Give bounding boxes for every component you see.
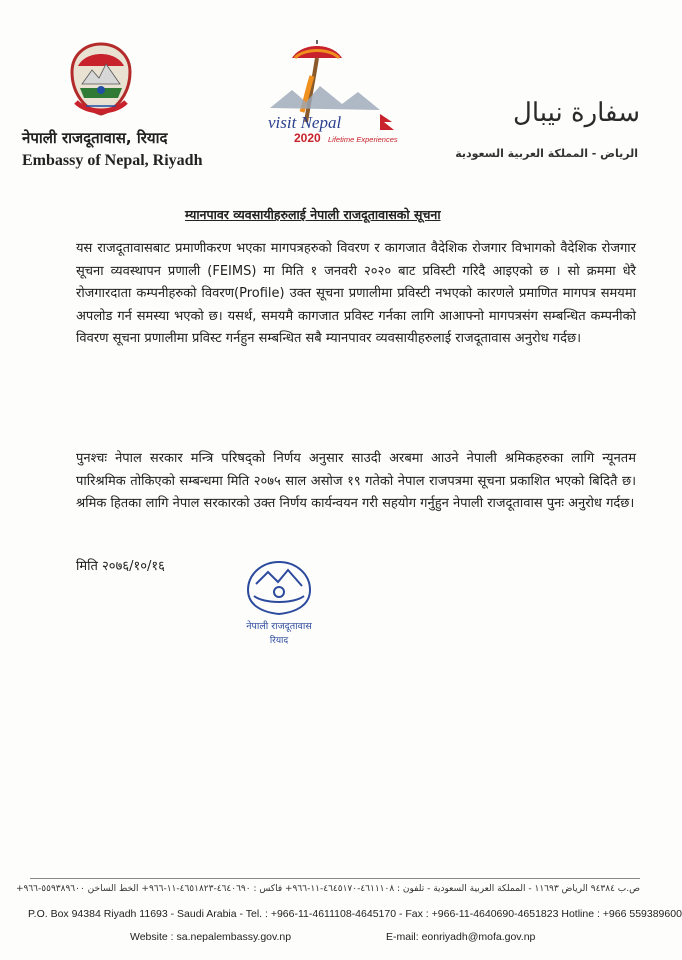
notice-paragraph-2: पुनश्चः नेपाल सरकार मन्त्रि परिषद्को निर्णय अनुसार साउदी अरबमा आउने नेपाली श्रमिकहरुका लागि न्यूनतम पारिश्रमिक तोकिएको सम्बन्धमा मिति २०७५ साल असोज १९ गतेको नेपाल राजपत्रमा सूचना प्रकाशित भएको बिदितै छ। श्रमिक हितका लागि नेपाल सरकारको उक्त निर्णय कार्यन्वयन गरी सहयोग गर्नुहुन नेपाली राजदूतावास पुनः अनुरोध गर्दछ। bbox=[76, 451, 636, 511]
logo-brand-text: visit Nepal bbox=[268, 113, 342, 132]
visit-nepal-2020-logo bbox=[262, 36, 412, 156]
embassy-stamp-icon bbox=[234, 556, 324, 648]
org-location-arabic: الرياض - المملكة العربية السعودية bbox=[455, 147, 638, 160]
logo-year: 2020 bbox=[294, 131, 321, 145]
footer-divider bbox=[30, 878, 640, 879]
org-name-nepali: नेपाली राजदूतावास, रियाद bbox=[22, 129, 168, 147]
stamp-text-line-2: रियाद bbox=[269, 636, 289, 646]
notice-title: म्यानपावर व्यवसायीहरुलाई नेपाली राजदूतावासको सूचना bbox=[185, 207, 441, 222]
notice-date: मिति २०७६/१०/१६ bbox=[76, 559, 165, 574]
nepal-emblem-icon bbox=[66, 40, 136, 120]
umbrella-icon bbox=[292, 40, 342, 58]
footer-email[interactable]: E-mail: eonriyadh@mofa.gov.np bbox=[386, 931, 536, 943]
org-name-english: Embassy of Nepal, Riyadh bbox=[22, 152, 203, 169]
logo-tagline: Lifetime Experiences bbox=[328, 135, 398, 144]
stamp-text-line-1: नेपाली राजदूतावास bbox=[246, 621, 312, 632]
org-name-arabic: سفارة نيبال bbox=[512, 98, 640, 128]
notice-paragraph-1: यस राजदूतावासबाट प्रमाणीकरण भएका मागपत्रहरुको विवरण र कागजात वैदेशिक रोजगार विभागको वैदेशिक रोजगार सूचना व्यवस्थापन प्रणाली (FEIMS) मा मिति १ जनवरी २०२० बाट प्रविस्टी गरिदै आइएको छ । सो क्रममा धेरै रोजगारदाता कम्पनीहरुको विवरण(Profile) उक्त सूचना प्रणालीमा प्रविस्टी नभएको कारणले प्रमाणित मागपत्र समयमा अपलोड गर्न समस्या भएको छ। यसर्थ, समयमै कागजात प्रविस्ट गर्नका लागि आआफ्नो मागपत्रसंग सम्बन्धित कम्पनीको विवरण सूचना प्रणालीमा प्रविस्ट गर्नहुन सम्बन्धित सबै म्यानपावर व्यवसायीहरुलाई राजदूतावास अनुरोध गर्दछ। bbox=[76, 241, 636, 346]
footer-address-arabic: ص.ب ٩٤٣٨٤ الرياض ١١٦٩٣ - المملكة العربية السعودية - تلفون : ٤٦١١١٠٨-٤٦٤٥١٧٠-١١-٩٦٦+ فاكس : ٤٦٤٠٦٩٠-٤٦٥١٨٢٣-١١-٩٦٦+ الخط الساخن ٥٥٩٣٨٩٦٠٠-٩٦٦+ bbox=[15, 884, 640, 894]
footer-address-english: P.O. Box 94384 Riyadh 11693 - Saudi Arabia - Tel. : +966-11-4611108-4645170 - Fax : +966-11-4640690-4651823 Hotline : +966 559389600 bbox=[28, 908, 682, 920]
footer-website[interactable]: Website : sa.nepalembassy.gov.np bbox=[130, 931, 292, 943]
